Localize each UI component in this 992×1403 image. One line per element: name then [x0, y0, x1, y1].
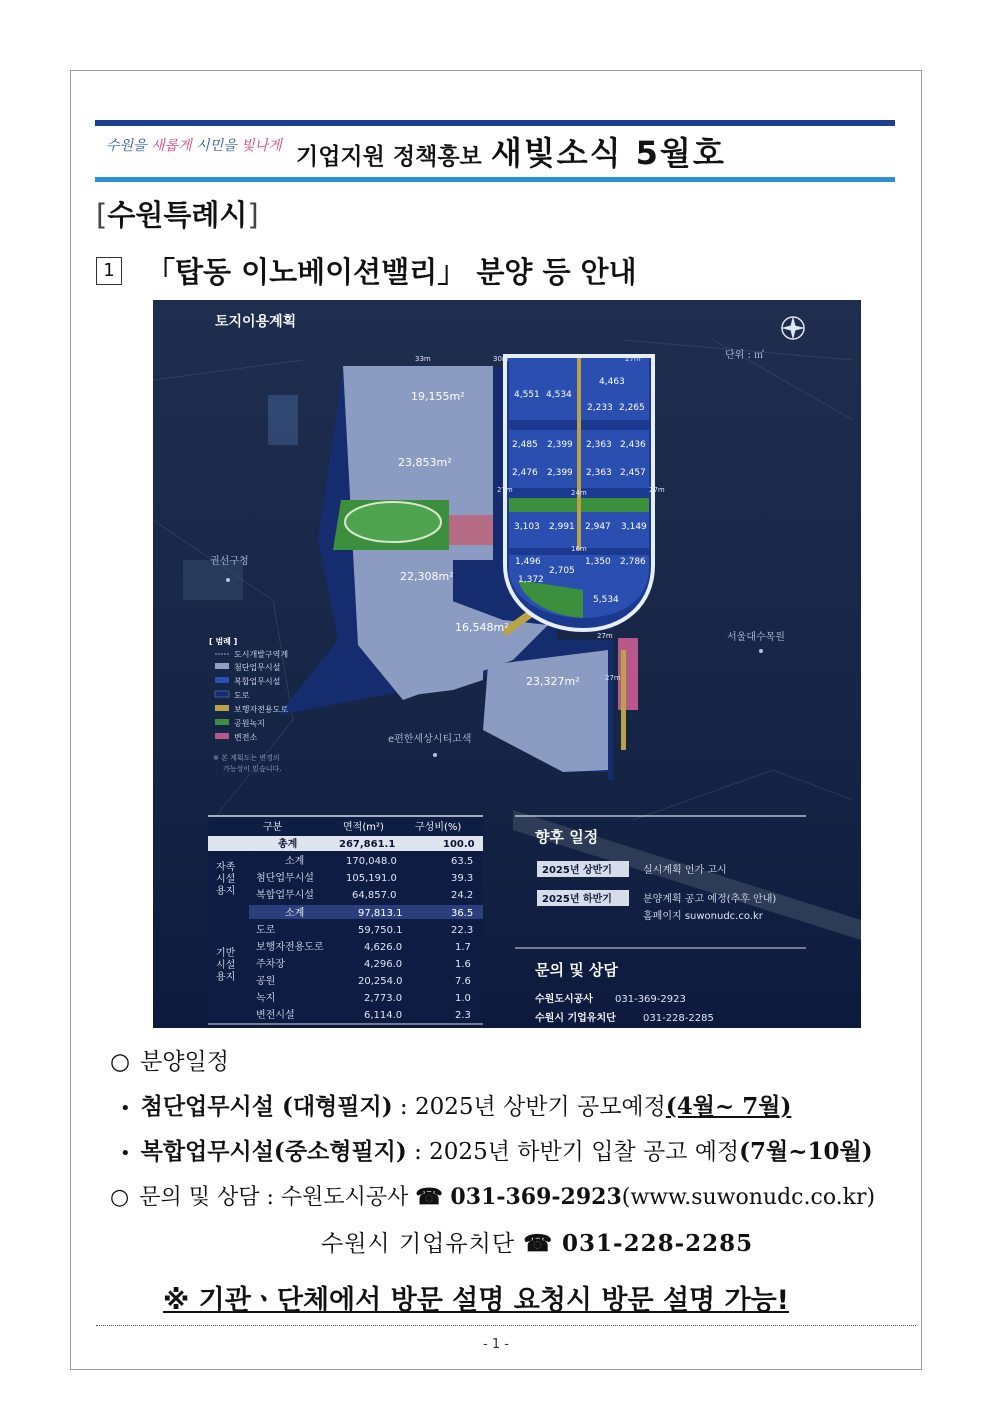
legend-label: 도로: [234, 691, 250, 700]
road-width-label: 27m: [597, 632, 613, 640]
table-row-ratio: 24.2: [451, 890, 474, 901]
table-total-ratio: 100.0: [443, 839, 475, 850]
lot-area-label: 3,103: [514, 522, 540, 532]
lot-area-label: 1,350: [585, 557, 611, 567]
svg-text:※ 본 계획도는 변경의: ※ 본 계획도는 변경의: [213, 754, 280, 762]
table-row-area: 105,191.0: [346, 873, 397, 884]
table-row-area: 4,296.0: [364, 959, 403, 970]
newsletter-header: [296, 128, 726, 174]
lot-area-label: 2,399: [547, 468, 573, 478]
svg-text:자족: 자족: [216, 862, 236, 873]
table-row-label: 주차장: [256, 959, 285, 970]
table-total-area: 267,861.1: [339, 839, 396, 850]
svg-text:용지: 용지: [216, 972, 236, 983]
legend-label: 보행자전용도로: [234, 705, 289, 714]
visit-notice: ※ 기관ㆍ단체에서 방문 설명 요청시 방문 설명 가능!: [163, 1285, 790, 1316]
svg-text:수원시 기업유치단: 수원시 기업유치단: [535, 1013, 616, 1024]
table-row-label: 첨단업무시설: [256, 873, 314, 884]
place-marker: [226, 578, 230, 582]
table-row-ratio: 1.7: [455, 942, 471, 953]
section-city-heading: [수원특례시]: [96, 198, 259, 232]
schedule-text: 홈페이지 suwonudc.co.kr: [643, 911, 763, 922]
svg-text:가능성이 있습니다.: 가능성이 있습니다.: [223, 765, 282, 773]
table-row-label: 녹지: [256, 993, 276, 1004]
parcel-substation-small: [449, 515, 493, 545]
schedule-tag: 2025년 상반기: [542, 865, 612, 876]
svg-text:031-369-2923: 031-369-2923: [615, 994, 686, 1005]
svg-text:[ 범례 ]: [ 범례 ]: [209, 637, 238, 646]
legend-swatch: [215, 691, 229, 697]
table-row-label: 복합업무시설: [256, 890, 314, 901]
table-row-ratio: 1.0: [455, 993, 471, 1004]
legend-label: 변전소: [234, 733, 258, 742]
lot-area-label: 5,534: [593, 595, 619, 605]
place-marker: [759, 649, 763, 653]
road-width-label: 16m: [571, 545, 587, 553]
lot-area-label: 2,233: [587, 403, 613, 413]
sports-track: [345, 502, 441, 542]
contact-title: 문의 및 상담: [535, 961, 618, 979]
schedule-text: 분양계획 공고 예정(추후 안내): [643, 894, 777, 905]
lot-area-label: 2,705: [549, 566, 575, 576]
table-row-ratio: 36.5: [451, 908, 474, 919]
legend-swatch: [215, 705, 229, 711]
lot-area-label: 2,485: [512, 440, 538, 450]
table-row-label: 보행자전용도로: [256, 942, 324, 953]
website-text: (www.suwonudc.co.kr): [621, 1185, 876, 1210]
schedule-heading: ○ 분양일정: [110, 1049, 229, 1075]
parcel-area-label: 16,548m²: [455, 621, 509, 634]
footer-divider: [96, 1325, 916, 1326]
lot-area-label: 2,363: [586, 468, 612, 478]
header-bottom-bar: [95, 177, 895, 182]
map-title: 토지이용계획: [215, 314, 297, 330]
phone-number: ☎ 031-228-2285: [523, 1230, 754, 1257]
schedule-mixed-business: • 복합업무시설(중소형필지) : 2025년 하반기 입찰 공고 예정(7월~10월): [120, 1138, 873, 1165]
svg-text:용지: 용지: [216, 886, 236, 897]
schedule-tag: 2025년 하반기: [542, 894, 612, 905]
parcel-area-label: 23,853m²: [398, 456, 452, 469]
phone-number: ☎ 031-369-2923: [415, 1184, 622, 1210]
lot-area-label: 2,457: [620, 468, 646, 478]
table-row-ratio: 22.3: [451, 925, 474, 936]
lot-area-label: 3,149: [621, 522, 647, 532]
svg-text:시설: 시설: [216, 960, 236, 971]
pedestrian-path-north: [577, 358, 581, 550]
svg-text:031-228-2285: 031-228-2285: [643, 1013, 714, 1024]
road-width-label: 24m: [571, 489, 587, 497]
contact-line-2: 수원시 기업유치단 ☎ 031-228-2285: [321, 1230, 754, 1257]
lot-area-label: 2,265: [619, 403, 645, 413]
lot-area-label: 4,463: [599, 377, 625, 387]
land-use-plan-image: [153, 300, 861, 1028]
table-row-label: 소계: [285, 908, 305, 919]
slogan-logo: 수원을 새롭게 시민을 빛나게: [106, 138, 282, 154]
parcel-area-label: 22,308m²: [400, 570, 454, 583]
table-row-area: 97,813.1: [358, 908, 403, 919]
table-row-area: 6,114.0: [364, 1010, 403, 1021]
place-label: 권선구청: [210, 556, 249, 567]
road-width-label: 27m: [497, 486, 513, 494]
table-total-label: 총계: [278, 839, 298, 850]
place-marker: [433, 753, 437, 757]
lot-area-label: 1,496: [515, 557, 541, 567]
pedestrian-path-east: [621, 650, 626, 750]
section-title: 「탑동 이노베이션밸리」 분양 등 안내: [146, 255, 637, 289]
table-header: 면적(m²): [343, 822, 384, 833]
table-row-area: 59,750.1: [358, 925, 403, 936]
legend-swatch: [215, 719, 229, 725]
lot-area-label: 2,399: [547, 440, 573, 450]
legend-label: 복합업무시설: [234, 677, 281, 686]
parcel-area-label: 23,327m²: [526, 675, 580, 688]
svg-text:시설: 시설: [216, 874, 236, 885]
table-row-label: 변전시설: [256, 1010, 295, 1021]
table-row-ratio: 7.6: [455, 976, 471, 987]
table-row-ratio: 1.6: [455, 959, 471, 970]
legend-swatch: [215, 677, 229, 683]
lot-area-label: 2,786: [620, 557, 646, 567]
table-row-area: 4,626.0: [364, 942, 403, 953]
table-header: 구분: [263, 822, 283, 833]
lot-area-label: 4,551: [514, 390, 540, 400]
table-row-area: 64,857.0: [352, 890, 397, 901]
legend-label: 공원녹지: [234, 719, 265, 728]
header-title: 새빛소식 5월호: [490, 134, 726, 172]
table-header: 구성비(%): [415, 822, 462, 833]
road-width-label: 27m: [605, 674, 621, 682]
table-row-ratio: 63.5: [451, 856, 474, 867]
table-row-area: 2,773.0: [364, 993, 403, 1004]
place-label: e편한세상시티고색: [388, 734, 472, 745]
schedule-advanced-business: • 첨단업무시설 (대형필지) : 2025년 상반기 공모예정(4월~ 7월): [120, 1093, 792, 1120]
area-table: [208, 816, 483, 1024]
lot-area-label: 4,534: [546, 390, 572, 400]
parcel-area-label: 19,155m²: [411, 390, 465, 403]
table-row-area: 170,048.0: [346, 856, 397, 867]
lot-area-label: 2,476: [512, 468, 538, 478]
place-label: 서울대수목원: [727, 632, 785, 643]
schedule-text: 실시계획 인가 고시: [643, 865, 727, 876]
table-row-label: 도로: [256, 925, 276, 936]
page-number: - 1 -: [483, 1337, 509, 1352]
table-row-ratio: 2.3: [455, 1010, 471, 1021]
section-1-heading: [96, 250, 637, 291]
table-row-label: 공원: [256, 976, 276, 987]
table-row-ratio: 39.3: [451, 873, 474, 884]
lot-area-label: 2,947: [585, 522, 611, 532]
legend-swatch: [215, 663, 229, 669]
building-block: [268, 395, 298, 445]
road-width-label: 30m: [493, 355, 509, 363]
lot-area-label: 2,991: [549, 522, 575, 532]
road-width-label: 27m: [649, 486, 665, 494]
road-width-label: 33m: [415, 355, 431, 363]
schedule-title: 향후 일정: [535, 828, 599, 846]
legend-label: 도시개발구역계: [234, 650, 289, 659]
lot-area-label: 2,436: [620, 440, 646, 450]
header-top-bar: [95, 120, 895, 126]
table-row-label: 소계: [285, 856, 305, 867]
lot-area-label: 2,363: [586, 440, 612, 450]
legend-label: 첨단업무시설: [234, 663, 281, 672]
svg-text:기반: 기반: [216, 948, 236, 959]
section-number-box: 1: [96, 257, 122, 285]
svg-text:수원도시공사: 수원도시공사: [535, 994, 593, 1005]
road-width-label: 27m: [625, 355, 641, 363]
lot-area-label: 1,372: [518, 575, 544, 585]
header-subtitle: 기업지원 정책홍보: [296, 144, 482, 170]
table-row-area: 20,254.0: [358, 976, 403, 987]
map-unit: 단위 : ㎡: [725, 350, 765, 361]
legend-swatch: [215, 733, 229, 739]
contact-line: ○ 문의 및 상담 : 수원도시공사 ☎ 031-369-2923(www.suwonudc.co.kr): [110, 1184, 876, 1210]
